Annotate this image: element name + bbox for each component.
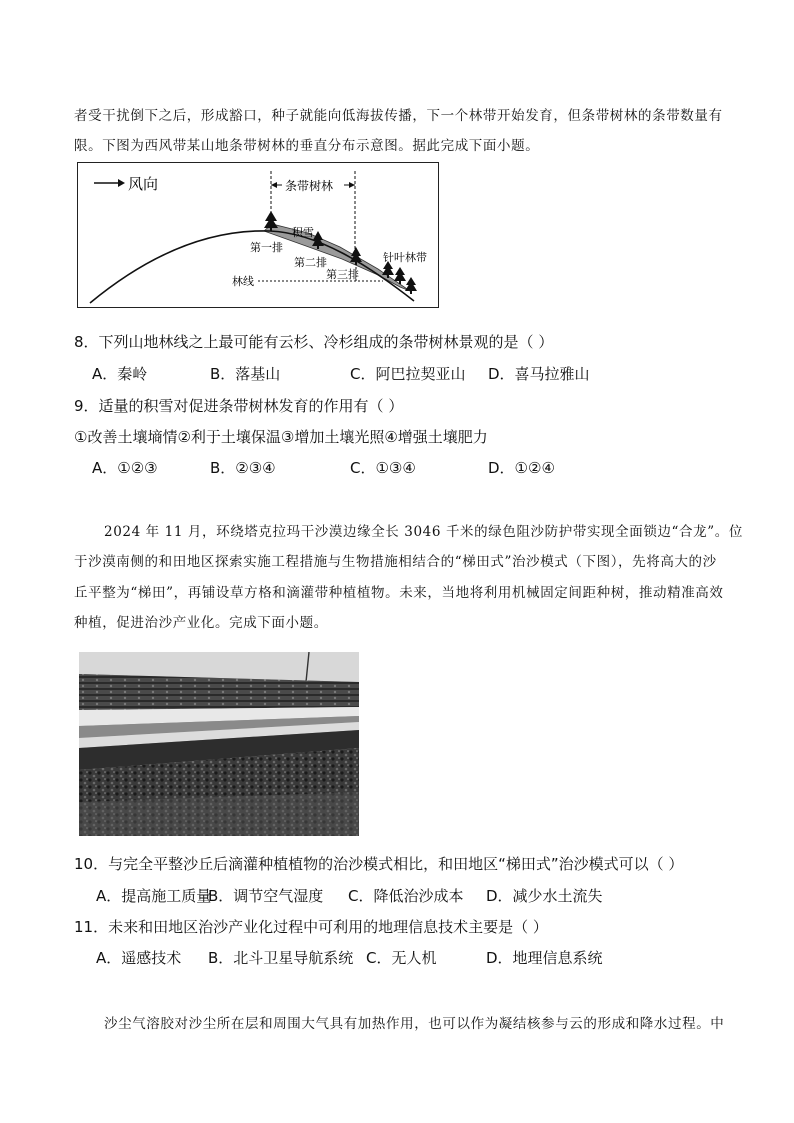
mountain-diagram-svg — [78, 163, 440, 309]
intro1-line2: 限。下图为西风带某山地条带树林的垂直分布示意图。据此完成下面小题。 — [74, 138, 540, 154]
treeline-label: 林线 — [232, 275, 254, 288]
q11-stem: 11．未来和田地区治沙产业化过程中可利用的地理信息技术主要是（ ） — [74, 918, 548, 936]
snow-label: 积雪 — [292, 226, 314, 239]
row2-label: 第二排 — [294, 256, 327, 269]
q10-option-d: D．减少水土流失 — [486, 887, 603, 905]
q8-option-d: D．喜马拉雅山 — [488, 365, 590, 383]
intro2-line2: 于沙漠南侧的和田地区探索实施工程措施与生物措施相结合的“梯田式”治沙模式（下图），先将高大的沙 — [74, 554, 717, 570]
q11-option-c: C．无人机 — [366, 949, 437, 967]
intro1-line1: 者受干扰倒下之后，形成豁口，种子就能向低海拔传播，下一个林带开始发育，但条带树林的条带数量有 — [74, 108, 723, 124]
wind-label: 风向 — [128, 175, 159, 193]
intro3-line1: 沙尘气溶胶对沙尘所在层和周围大气具有加热作用，也可以作为凝结核参与云的形成和降水过程。中 — [104, 1016, 725, 1032]
row3-label: 第三排 — [326, 268, 359, 281]
q9-option-c: C．①③④ — [350, 459, 416, 477]
band-label: 条带树林 — [285, 179, 334, 193]
q11-option-a: A．遥感技术 — [96, 949, 182, 967]
q11-option-b: B．北斗卫星导航系统 — [208, 949, 354, 967]
terrace-photo — [79, 652, 359, 836]
q9-option-b: B．②③④ — [210, 459, 276, 477]
conifer-label: 针叶林带 — [383, 251, 427, 264]
intro2-line1: 2024 年 11 月，环绕塔克拉玛干沙漠边缘全长 3046 千米的绿色阻沙防护带实现全面锁边“合龙”。位 — [104, 524, 743, 540]
q10-stem: 10．与完全平整沙丘后滴灌种植植物的治沙模式相比，和田地区“梯田式”治沙模式可以（ ） — [74, 855, 684, 873]
q8-option-c: C．阿巴拉契亚山 — [350, 365, 466, 383]
q8-option-a: A．秦岭 — [92, 365, 148, 383]
wind-arrow-icon — [94, 179, 125, 187]
q10-option-c: C．降低治沙成本 — [348, 887, 464, 905]
q8-option-b: B．落基山 — [210, 365, 281, 383]
q11-option-d: D．地理信息系统 — [486, 949, 603, 967]
q9-option-a: A．①②③ — [92, 459, 158, 477]
q8-stem: 8．下列山地林线之上最可能有云杉、冷杉组成的条带树林景观的是（ ） — [74, 333, 554, 351]
q10-option-b: B．调节空气湿度 — [208, 887, 324, 905]
intro2-line3: 丘平整为“梯田”，再铺设草方格和滴灌带种植植物。未来，当地将利用机械固定间距种树，推动精准高效 — [74, 585, 724, 601]
terrace-photo-svg — [79, 652, 359, 836]
q9-option-d: D．①②④ — [488, 459, 555, 477]
tree-icon — [264, 211, 278, 231]
q9-stem: 9．适量的积雪对促进条带树林发育的作用有（ ） — [74, 397, 404, 415]
tree-icon — [405, 277, 417, 294]
row1-label: 第一排 — [250, 241, 283, 254]
q9-choices: ①改善土壤墒情②利于土壤保温③增加土壤光照④增强土壤肥力 — [74, 428, 488, 446]
mountain-diagram — [77, 162, 439, 308]
intro2-line4: 种植，促进治沙产业化。完成下面小题。 — [74, 615, 328, 631]
q10-option-a: A．提高施工质量 — [96, 887, 212, 905]
